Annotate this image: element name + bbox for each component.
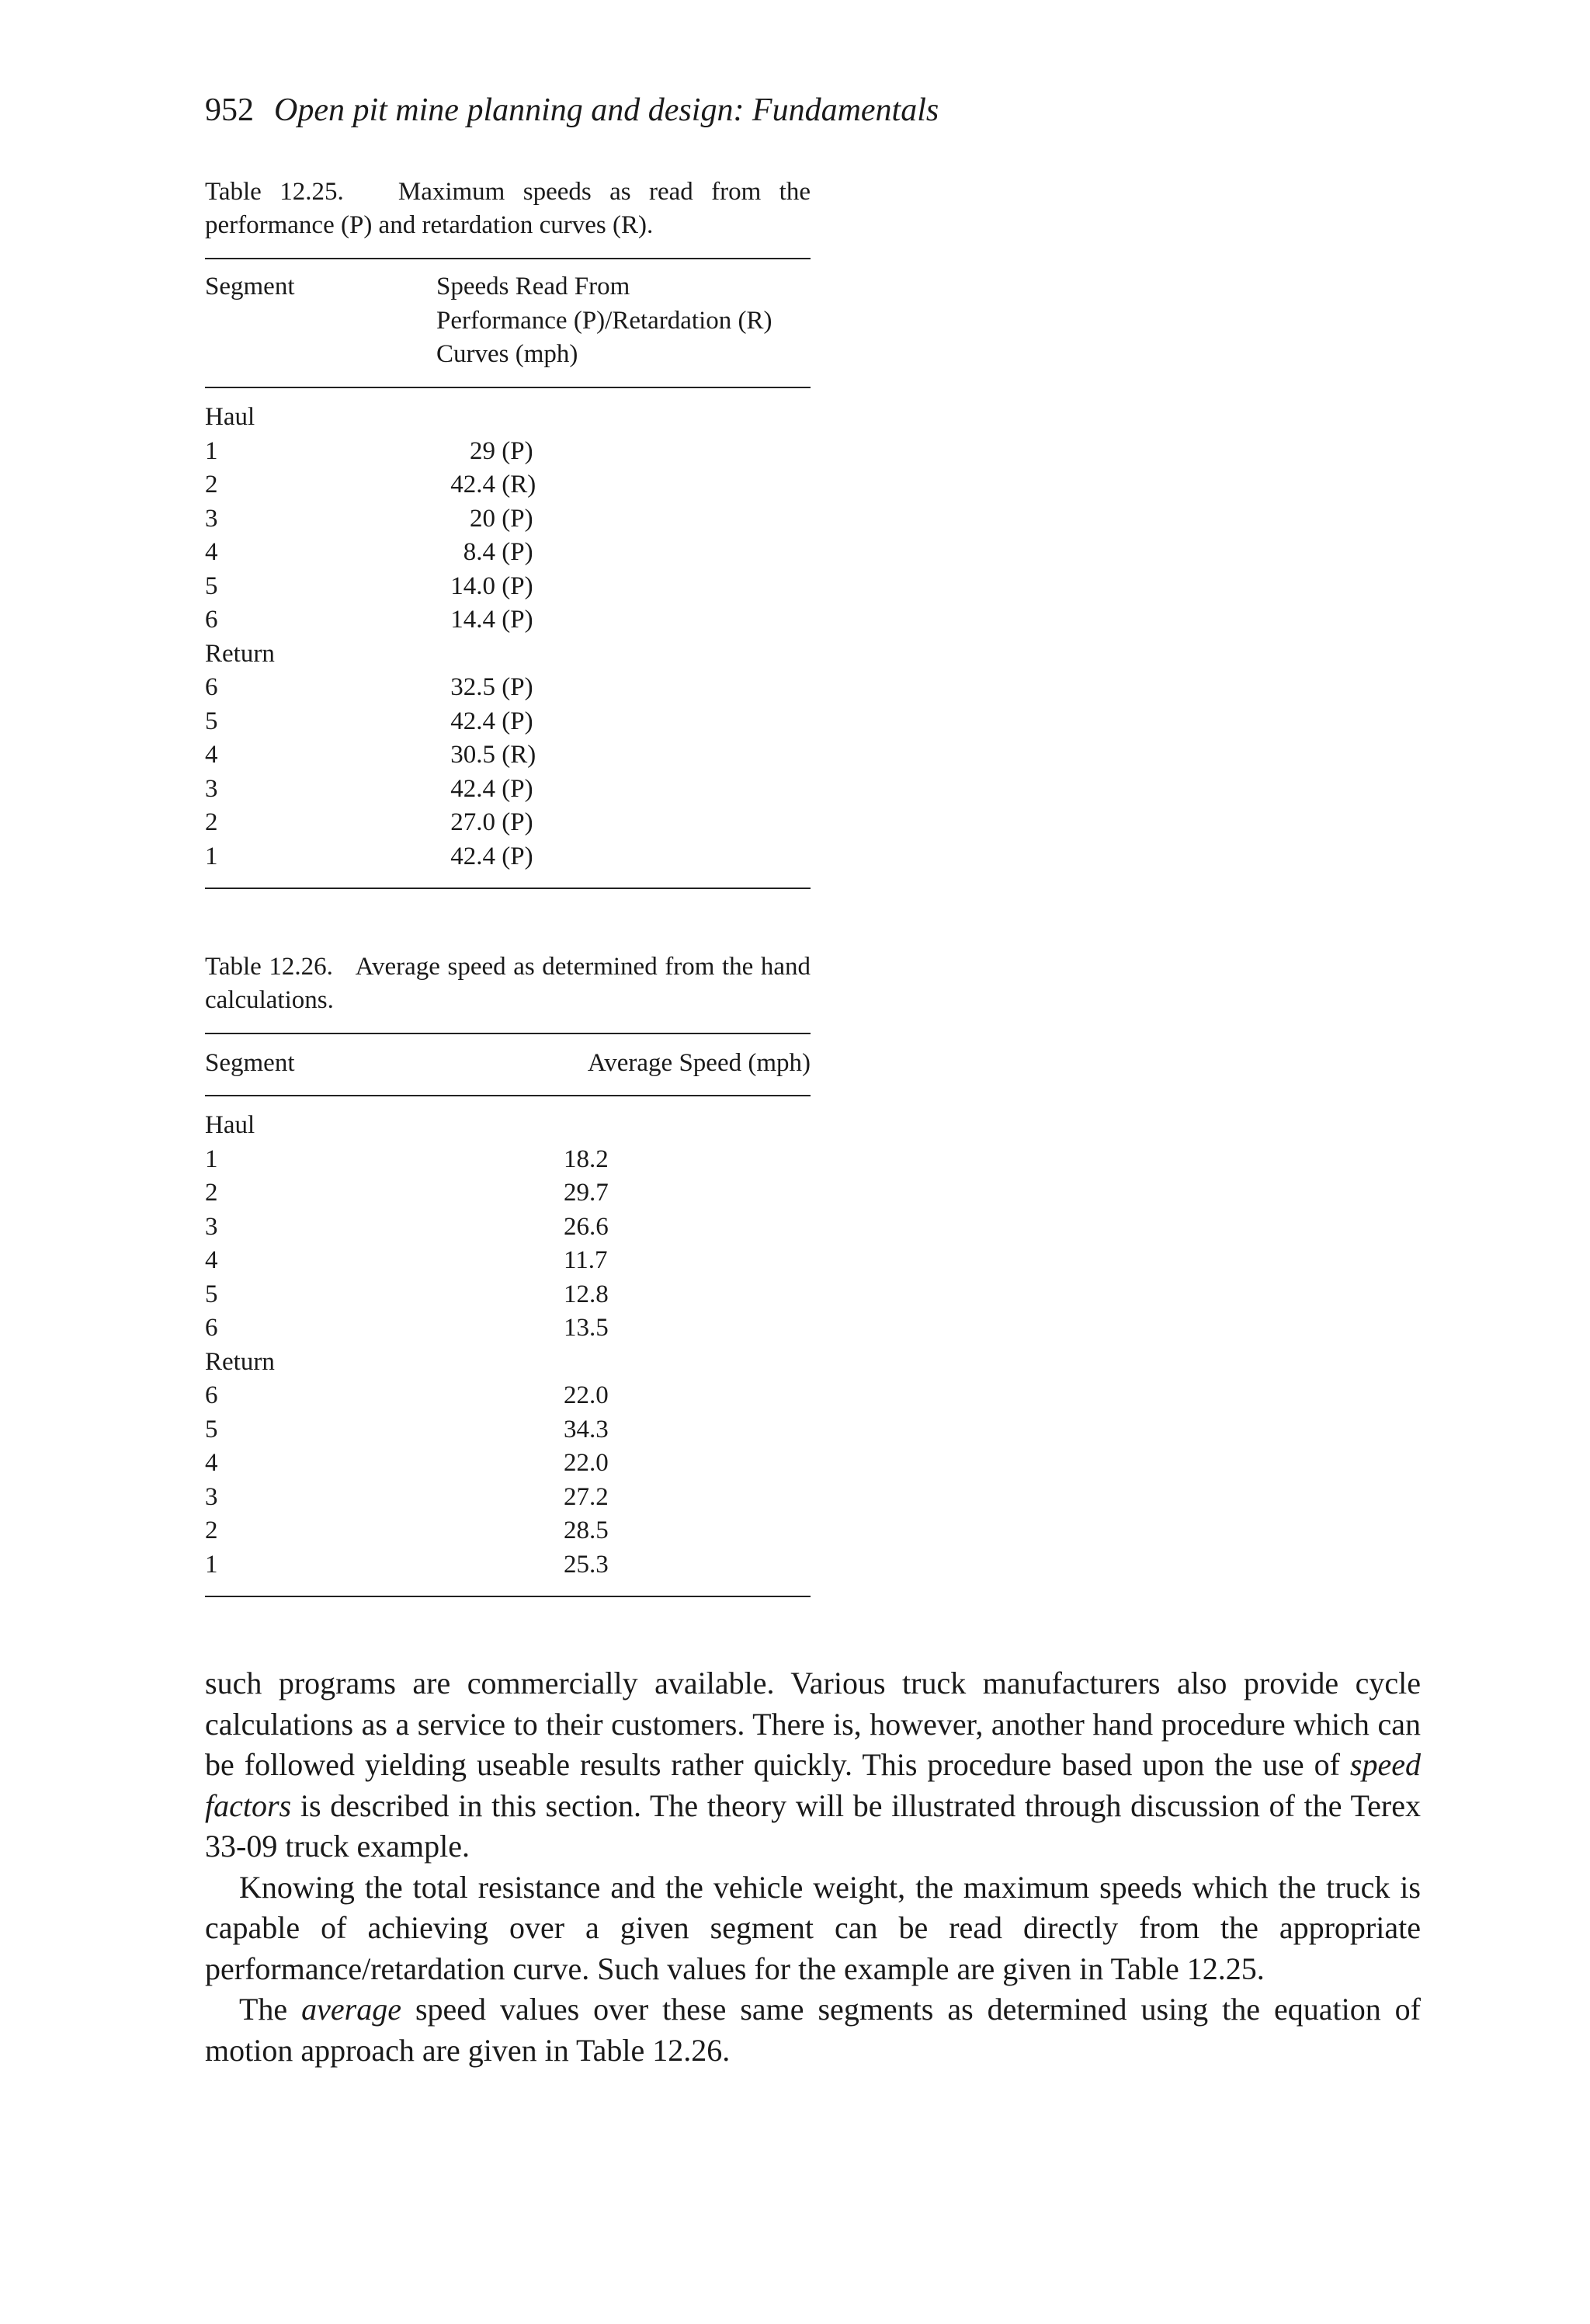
segment-cell: 6 — [205, 606, 218, 634]
speed-cell: 30.5 (R) — [450, 741, 536, 769]
table-body — [205, 1096, 811, 1596]
paragraph: Knowing the total resistance and the vehicle weight, the maximum speeds which the truck is capable of achieving over a given segment can be read directly from the appropriate performance/retardation curve. Such values for the example are given in Table 12.25. — [205, 1869, 1421, 1986]
segment-cell: 5 — [205, 1415, 218, 1443]
column-header-line: Curves (mph) — [436, 340, 578, 368]
speed-cell: 29.7 — [564, 1179, 609, 1207]
segment-cell: 2 — [205, 808, 218, 836]
table-caption — [205, 175, 811, 242]
segment-cell: 3 — [205, 1212, 218, 1241]
speed-cell: 42.4 (P) — [450, 842, 533, 870]
table-caption-label: Table 12.25. — [205, 178, 344, 206]
table-row — [205, 502, 811, 537]
table-row — [205, 536, 811, 570]
table-row — [205, 1278, 811, 1312]
speed-cell: 14.0 (P) — [450, 571, 533, 600]
speed-cell: 18.2 — [564, 1145, 609, 1173]
emphasis: average — [301, 1992, 401, 2027]
speed-cell: 29 (P) — [470, 436, 533, 465]
segment-cell: 3 — [205, 1482, 218, 1511]
running-title: Open pit mine planning and design: Fundamentals — [274, 92, 939, 128]
table-row — [205, 1143, 811, 1177]
body-text — [205, 1663, 1421, 2071]
segment-cell: 1 — [205, 1550, 218, 1579]
table-bottom-rule — [205, 888, 811, 889]
column-header-segment: Segment — [205, 1049, 295, 1077]
segment-cell: 5 — [205, 1280, 218, 1308]
segment-cell: 4 — [205, 1246, 218, 1274]
column-header-average-speed: Average Speed (mph) — [587, 1049, 811, 1077]
segment-cell: 4 — [205, 1449, 218, 1477]
speed-cell: 42.4 (R) — [450, 471, 536, 498]
segment-cell: 1 — [205, 842, 218, 870]
speed-cell: 27.2 — [564, 1482, 609, 1511]
table-row — [205, 840, 811, 874]
table-header-row — [205, 1034, 811, 1095]
table-12-26 — [205, 950, 811, 1597]
table-bottom-rule — [205, 1596, 811, 1597]
speed-cell: 11.7 — [564, 1246, 608, 1274]
table-row — [205, 1176, 811, 1211]
speed-cell: 26.6 — [564, 1212, 609, 1241]
table-12-25 — [205, 175, 811, 889]
table-row — [205, 435, 811, 469]
segment-cell: 6 — [205, 1314, 218, 1342]
speed-cell: 32.5 (P) — [450, 673, 533, 701]
segment-cell: 4 — [205, 741, 218, 769]
segment-cell: 1 — [205, 1145, 218, 1173]
table-caption-text: Maximum speeds as read from the performance (P) and retardation curves (R). — [205, 178, 811, 239]
table-row — [205, 1379, 811, 1413]
segment-cell: 5 — [205, 707, 218, 735]
group-label-haul: Haul — [205, 403, 255, 431]
table-row — [205, 773, 811, 807]
paragraph: such programs are commercially available. Various truck manufacturers also provide cycle calculations as a service to their customers. There is, however, another hand procedure which can be followed yielding useable results rather quickly. This procedure based upon the use of speed factors is described in this section. The theory will be illustrated through discussion of the Terex 33-09 truck example. — [205, 1666, 1421, 1864]
speed-cell: 22.0 — [564, 1381, 609, 1409]
speed-cell: 42.4 (P) — [450, 707, 533, 735]
segment-cell: 3 — [205, 774, 218, 803]
paragraph: The average speed values over these same segments as determined using the equation of motion approach are given in Table 12.26. — [205, 1992, 1422, 2068]
table-row — [205, 671, 811, 705]
segment-cell: 6 — [205, 673, 218, 701]
segment-cell: 6 — [205, 1381, 218, 1409]
segment-cell: 3 — [205, 504, 218, 533]
table-row — [205, 738, 811, 773]
emphasis: speed factors — [205, 1747, 1421, 1823]
table-row — [205, 1447, 811, 1481]
segment-cell: 2 — [205, 471, 218, 498]
table-row — [205, 603, 811, 637]
speed-cell: 42.4 (P) — [450, 774, 533, 803]
table-caption-label: Table 12.26. — [205, 953, 333, 981]
speed-cell: 13.5 — [564, 1314, 609, 1342]
segment-cell: 4 — [205, 538, 218, 566]
group-label-haul: Haul — [205, 1111, 255, 1139]
speed-cell: 27.0 (P) — [450, 808, 533, 836]
speed-cell: 34.3 — [564, 1415, 609, 1443]
group-label-return: Return — [205, 639, 275, 668]
table-row — [205, 705, 811, 739]
table-row — [205, 1311, 811, 1346]
speed-cell: 20 (P) — [470, 504, 533, 533]
table-caption-text: Average speed as determined from the hand calculations. — [205, 953, 811, 1014]
column-header-segment: Segment — [205, 273, 295, 300]
table-caption — [205, 950, 811, 1017]
table-row — [205, 1244, 811, 1278]
table-row — [205, 1413, 811, 1447]
segment-cell: 5 — [205, 571, 218, 600]
running-header — [205, 92, 939, 129]
column-header-line: Speeds Read From — [436, 273, 630, 300]
table-row — [205, 570, 811, 604]
table-row — [205, 468, 811, 502]
table-body — [205, 388, 811, 888]
speed-cell: 22.0 — [564, 1449, 609, 1477]
speed-cell: 8.4 (P) — [463, 538, 533, 566]
column-header-line: Performance (P)/Retardation (R) — [436, 306, 772, 335]
table-row — [205, 1514, 811, 1548]
table-row — [205, 1211, 811, 1245]
page-number: 952 — [205, 92, 254, 128]
table-header-row — [205, 259, 811, 387]
column-header-speeds — [436, 270, 772, 372]
speed-cell: 28.5 — [564, 1516, 609, 1544]
table-row — [205, 1481, 811, 1515]
table-row — [205, 1548, 811, 1582]
segment-cell: 2 — [205, 1179, 218, 1207]
segment-cell: 1 — [205, 436, 218, 465]
speed-cell: 25.3 — [564, 1550, 609, 1579]
table-row — [205, 806, 811, 840]
group-label-return: Return — [205, 1347, 275, 1376]
segment-cell: 2 — [205, 1516, 218, 1544]
speed-cell: 14.4 (P) — [450, 606, 533, 634]
speed-cell: 12.8 — [564, 1280, 609, 1308]
